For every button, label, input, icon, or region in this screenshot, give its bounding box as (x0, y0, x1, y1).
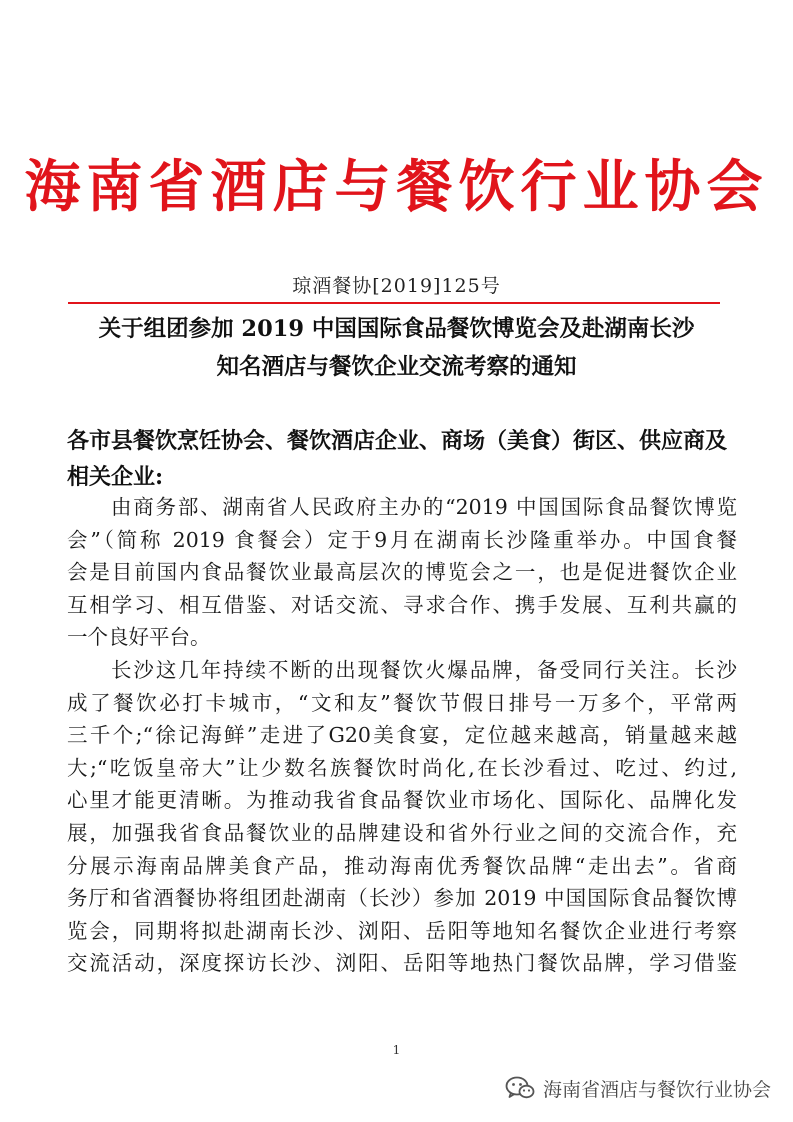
body-line: 览会，同期将拟赴湖南长沙、浏阳、岳阳等地知名餐饮企业进行考察 (67, 918, 737, 943)
body-line: 会是目前国内食品餐饮业最高层次的博览会之一，也是促进餐饮企业 (67, 560, 737, 585)
body-line: 一个良好平台。 (67, 625, 211, 650)
addressee-line-2: 相关企业: (67, 464, 164, 490)
watermark-text: 海南省酒店与餐饮行业协会 (542, 1078, 771, 1101)
body-line: 长沙这几年持续不断的出现餐饮火爆品牌，备受同行关注。长沙 (111, 657, 737, 682)
organization-masthead: 海南省酒店与餐饮行业协会 (24, 154, 769, 220)
title-line-1: 关于组团参加 2019 中国国际食品餐饮博览会及赴湖南长沙 (98, 316, 695, 342)
wechat-icon (505, 1075, 535, 1101)
body-line: 心里才能更清晰。为推动我省食品餐饮业市场化、国际化、品牌化发 (67, 788, 737, 813)
body-line: 展，加强我省食品餐饮业的品牌建设和省外行业之间的交流合作，充 (67, 820, 737, 845)
body-line: 会”（简称 2019 食餐会）定于9月在湖南长沙隆重举办。中国食餐 (67, 527, 737, 552)
body-line: 互相学习、相互借鉴、对话交流、寻求合作、携手发展、互利共赢的 (67, 592, 737, 617)
document-number: 琼酒餐协[2019]125号 (292, 275, 501, 297)
wechat-watermark (505, 1073, 771, 1103)
body-line: 务厅和省酒餐协将组团赴湖南（长沙）参加 2019 中国国际食品餐饮博 (67, 886, 737, 911)
body-line: 交流活动，深度探访长沙、浏阳、岳阳等地热门餐饮品牌，学习借鉴 (67, 951, 737, 976)
body-line: 成了餐饮必打卡城市，“文和友”餐饮节假日排号一万多个，平常两 (67, 690, 737, 715)
body-line: 三千个;“徐记海鲜”走进了G20美食宴，定位越来越高，销量越来越 (67, 723, 737, 748)
title-line-2: 知名酒店与餐饮企业交流考察的通知 (216, 354, 577, 380)
body-line: 分展示海南品牌美食产品，推动海南优秀餐饮品牌“走出去”。省商 (67, 853, 737, 878)
red-divider-line (68, 302, 720, 304)
addressee (67, 423, 737, 495)
page-number: 1 (392, 1043, 401, 1057)
document-title (60, 310, 733, 386)
body-line: 大;“吃饭皇帝大”让少数名族餐饮时尚化,在长沙看过、吃过、约过, (67, 755, 737, 780)
addressee-line-1: 各市县餐饮烹饪协会、餐饮酒店企业、商场（美食）街区、供应商及 (67, 428, 728, 454)
body-line: 由商务部、湖南省人民政府主办的“2019 中国国际食品餐饮博览 (111, 495, 737, 519)
body-text (67, 491, 737, 980)
